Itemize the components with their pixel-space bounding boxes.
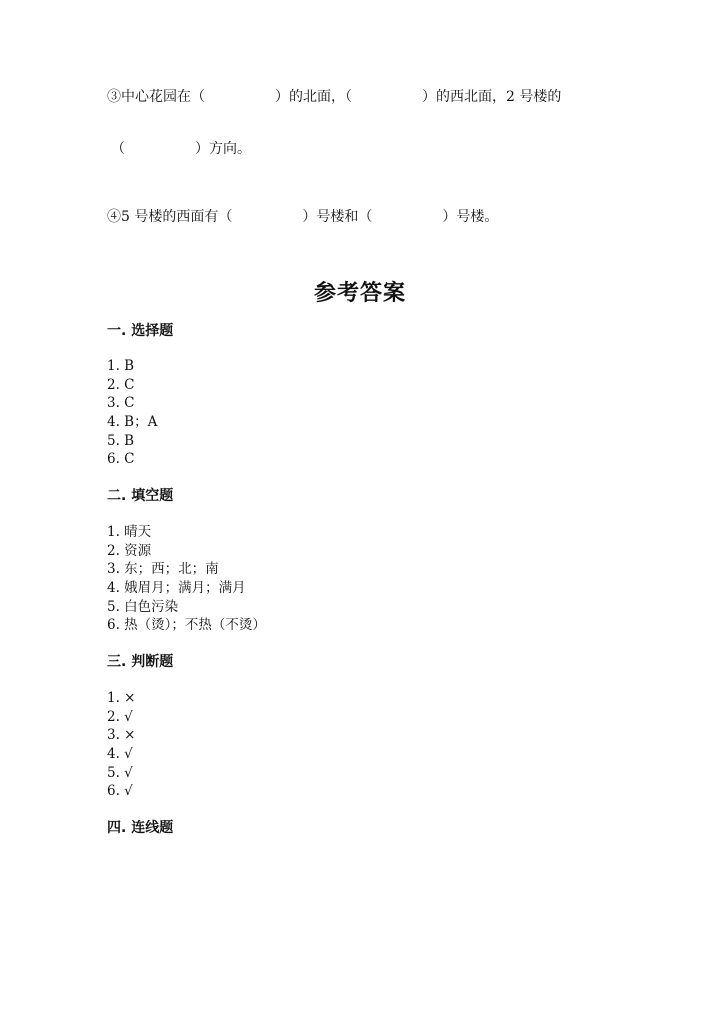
section-heading-fill-blank: 二. 填空题: [107, 488, 174, 504]
answer-item: 6. C: [107, 451, 135, 468]
answer-item: 3. 东；西；北；南: [107, 561, 219, 578]
answer-list-judgement: [107, 689, 135, 801]
answer-item: 3. C: [107, 395, 135, 412]
section-heading-choice: 一. 选择题: [107, 323, 174, 339]
question-4-line: ④5 号楼的西面有（ ）号楼和（ ）号楼。: [107, 209, 499, 225]
answer-item: 2. C: [107, 376, 135, 393]
question-3-line-2: （ ）方向。: [111, 141, 251, 157]
answer-item: 1. 晴天: [107, 524, 152, 540]
answer-item: 6. √: [107, 783, 133, 800]
answer-item: 2. √: [107, 708, 133, 725]
answer-list-choice: [107, 357, 157, 469]
answer-item: 1. B: [107, 358, 135, 374]
answer-item: 5. √: [107, 764, 133, 781]
section-heading-matching: 四. 连线题: [107, 820, 174, 836]
answer-key-title: 参考答案: [313, 280, 406, 306]
answer-item: 2. 资源: [107, 542, 152, 559]
answer-item: 4. B；A: [107, 414, 158, 431]
answer-item: 4. √: [107, 746, 133, 763]
question-3-line-1: ③中心花园在（ ）的北面，（ ）的西北面，2 号楼的: [107, 89, 562, 105]
answer-item: 3. ×: [107, 727, 136, 744]
answer-item: 5. 白色污染: [107, 598, 179, 615]
answer-item: 5. B: [107, 432, 135, 449]
answer-list-fill-blank: [107, 523, 266, 635]
answer-item: 6. 热（烫）；不热（不烫）: [107, 617, 266, 634]
answer-item: 4. 娥眉月；满月；满月: [107, 580, 246, 597]
answer-item: 1. ×: [107, 690, 136, 706]
section-heading-judgement: 三. 判断题: [107, 654, 174, 670]
